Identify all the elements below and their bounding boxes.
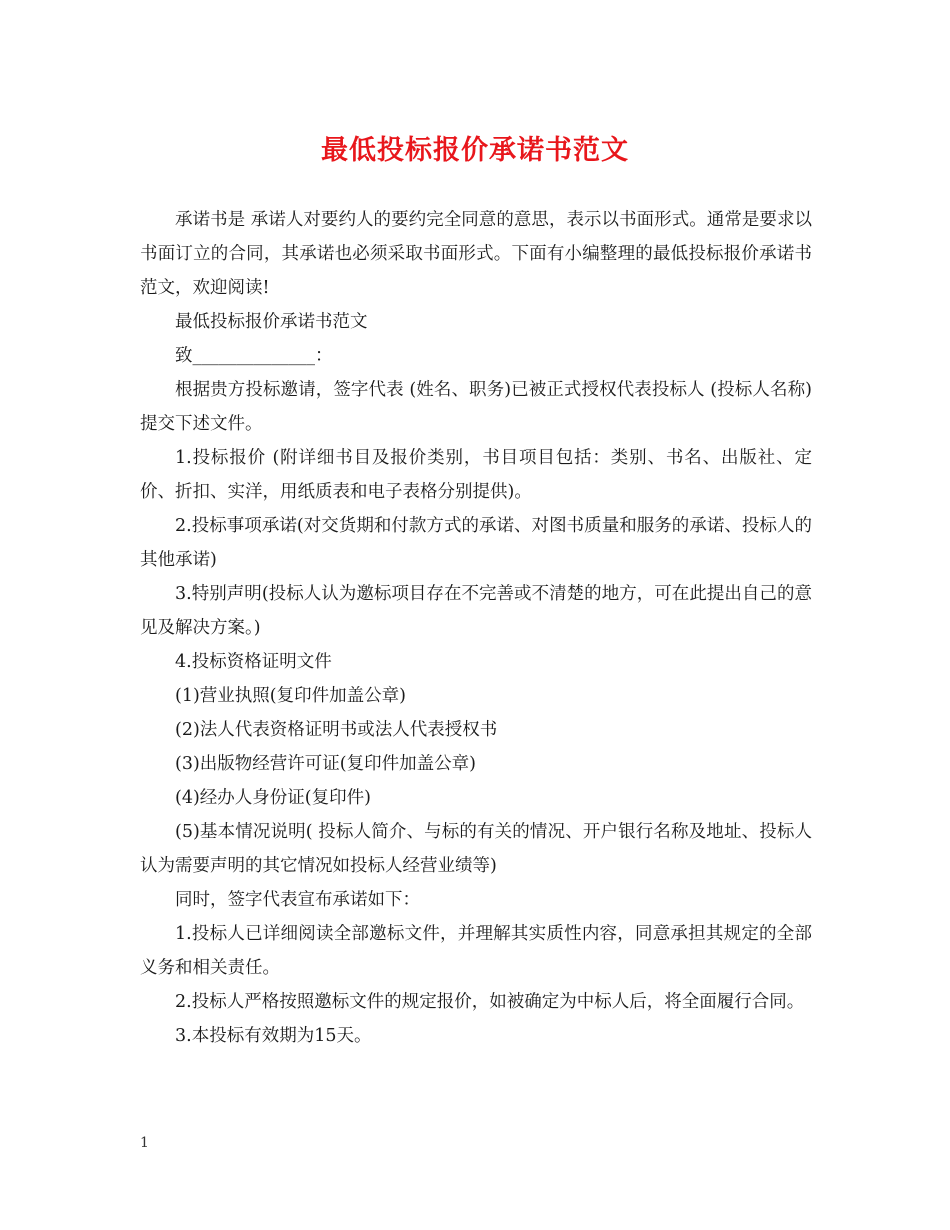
- commitment-item: 3.本投标有效期为15天。: [175, 1026, 372, 1046]
- commitment-item: 1.投标人已详细阅读全部邀标文件，并理解其实质性内容，同意承担其规定的全部义务和相关责任。: [140, 924, 812, 978]
- commitment-item: 2.投标人严格按照邀标文件的规定报价，如被确定为中标人后，将全面履行合同。: [175, 992, 805, 1012]
- sub-list-item: (5)基本情况说明( 投标人简介、与标的有关的情况、开户银行名称及地址、投标人认为需要声明的其它情况如投标人经营业绩等): [140, 822, 812, 876]
- sub-list-item: (4)经办人身份证(复印件): [175, 788, 371, 808]
- intro-paragraph: 承诺书是 承诺人对要约人的要约完全同意的意思，表示以书面形式。通常是要求以书面订立的合同，其承诺也必须采取书面形式。下面有小编整理的最低投标报价承诺书范文，欢迎阅读!: [140, 210, 812, 298]
- document-title: 最低投标报价承诺书范文: [321, 135, 629, 166]
- list-item: 3.特别声明(投标人认为邀标项目存在不完善或不清楚的地方，可在此提出自己的意见及解决方案。): [140, 584, 812, 638]
- list-item: 2.投标事项承诺(对交货期和付款方式的承诺、对图书质量和服务的承诺、投标人的其他承诺): [140, 516, 812, 570]
- list-item: 4.投标资格证明文件: [175, 652, 332, 672]
- page-number: 1: [140, 1135, 149, 1151]
- body-paragraph: 同时，签字代表宣布承诺如下：: [175, 890, 420, 910]
- sub-list-item: (1)营业执照(复印件加盖公章): [175, 686, 406, 706]
- list-item: 1.投标报价 (附详细书目及报价类别，书目项目包括：类别、书名、出版社、定价、折扣、实洋，用纸质表和电子表格分别提供)。: [140, 448, 812, 502]
- section-heading: 最低投标报价承诺书范文: [175, 312, 368, 332]
- body-paragraph: 根据贵方投标邀请，签字代表 (姓名、职务)已被正式授权代表投标人 (投标人名称)提交下述文件。: [140, 380, 812, 434]
- sub-list-item: (2)法人代表资格证明书或法人代表授权书: [175, 720, 498, 740]
- addressee-line: 致______________：: [175, 346, 333, 366]
- document-body: [140, 203, 812, 1053]
- sub-list-item: (3)出版物经营许可证(复印件加盖公章): [175, 754, 476, 774]
